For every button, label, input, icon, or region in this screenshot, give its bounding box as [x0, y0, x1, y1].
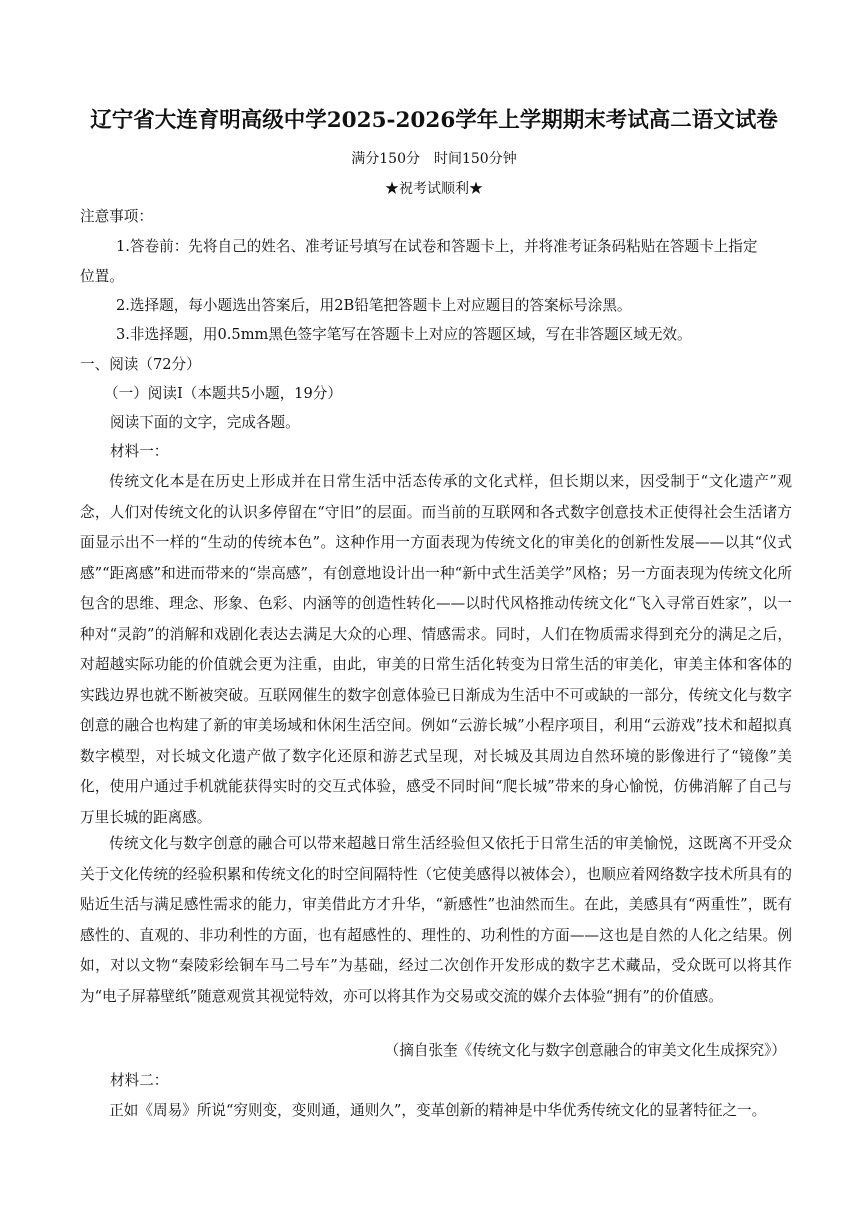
note-item-3: 3.非选择题，用0.5mm黑色签字笔写在答题卡上对应的答题区域，写在非答题区域无效。: [116, 326, 692, 343]
material-1-source: （摘自张奎《传统文化与数字创意融合的审美文化生成探究》）: [384, 1042, 786, 1059]
material-1-label: 材料一：: [110, 443, 169, 460]
material-1-paragraph-2: 传统文化与数字创意的融合可以带来超越日常生活经验但又依托于日常生活的审美愉悦，这既离不开受众关于文化传统的经验积累和传统文化的时空间隔特性（它使美感得以被体会），也顺应着网络数字技术所具有的贴近生活与满足感性需求的能力，审美借此方才升华，“新感性”也油然而生。在此，美感具有“两重性”，既有感性的、直观的、非功利性的方面，也有超感性的、理性的、功利性的方面——这也是自然的人化之结果。例如，对以文物“秦陵彩绘铜车马二号车”为基础，经过二次创作开发形成的数字艺术藏品，受众既可以将其作为“电子屏幕壁纸”随意观赏其视觉特效，亦可以将其作为交易或交流的媒介去体验“拥有”的价值感。: [80, 835, 792, 1005]
exam-meta: 满分150分 时间150分钟: [351, 151, 517, 167]
material-2-label: 材料二：: [110, 1072, 169, 1089]
exam-wish: ★祝考试顺利★: [385, 181, 483, 197]
note-item-1-line-2: 位置。: [80, 268, 124, 285]
note-item-1-line-1: 1.答卷前：先将自己的姓名、准考证号填写在试卷和答题卡上，并将准考证条码粘贴在答题卡上指定: [116, 238, 758, 255]
material-2-paragraph-1: 正如《周易》所说“穷则变，变则通，通则久”，变革创新的精神是中华优秀传统文化的显著特征之一。: [109, 1102, 767, 1119]
section-heading: 一、阅读（72分）: [80, 356, 201, 373]
material-1-paragraph-1: 传统文化本是在历史上形成并在日常生活中活态传承的文化式样，但长期以来，因受制于“文化遗产”观念，人们对传统文化的认识多停留在“守旧”的层面。而当前的互联网和各式数字创意技术正使得社会生活诸方面显示出不一样的“生动的传统本色”。这种作用一方面表现为传统文化的审美化的创新性发展——以其“仪式感”“距离感”和进而带来的“崇高感”，有创意地设计出一种“新中式生活美学”风格；另一方面表现为传统文化所包含的思维、理念、形象、色彩、内涵等的创造性转化——以时代风格推动传统文化“飞入寻常百姓家”，以一种对“灵韵”的消解和戏剧化表达去满足大众的心理、情感需求。同时，人们在物质需求得到充分的满足之后，对超越实际功能的价值就会更为注重，由此，审美的日常生活化转变为日常生活的审美化，审美主体和客体的实践边界也就不断被突破。互联网催生的数字创意体验已日渐成为生活中不可或缺的一部分，传统文化与数字创意的融合也构建了新的审美场域和休闲生活空间。例如“云游长城”小程序项目，利用“云游戏”技术和超拟真数字模型，对长城文化遗产做了数字化还原和游艺式呈现，对长城及其周边自然环境的影像进行了“镜像”美化，使用户通过手机就能获得实时的交互式体验，感受不同时间“爬长城”带来的身心愉悦，仿佛消解了自己与万里长城的距离感。: [80, 473, 792, 826]
sub-section-heading: （一）阅读Ⅰ（本题共5小题，19分）: [104, 385, 342, 402]
reading-instruction: 阅读下面的文字，完成各题。: [110, 414, 300, 431]
exam-title: 辽宁省大连育明高级中学2025-2026学年上学期期末考试高二语文试卷: [90, 108, 778, 133]
notes-heading: 注意事项：: [80, 208, 153, 225]
note-item-2: 2.选择题，每小题选出答案后，用2B铅笔把答题卡上对应题目的答案标号涂黑。: [116, 297, 632, 314]
